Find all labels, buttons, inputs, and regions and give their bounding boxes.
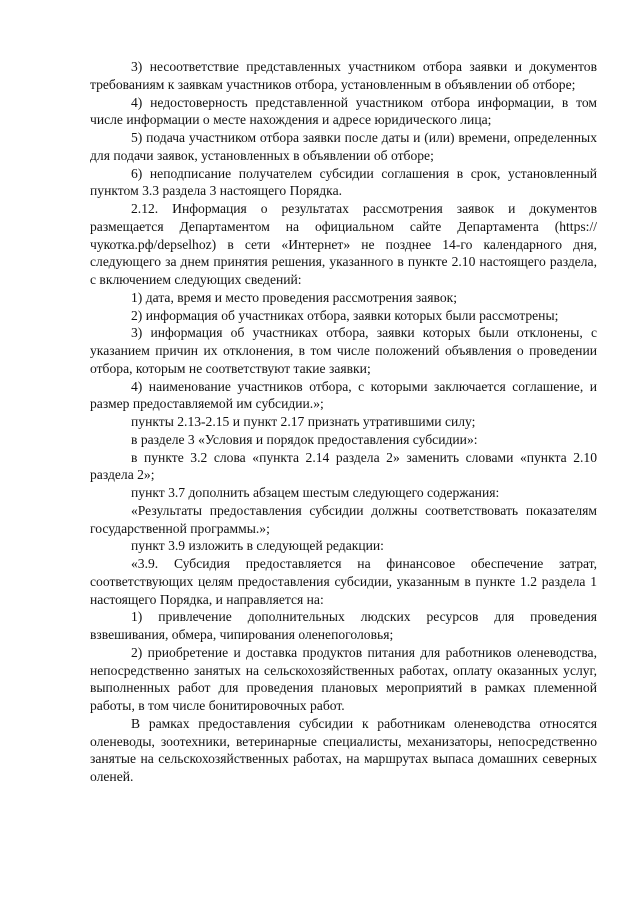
paragraph-item-3-nonconformity: 3) несоответствие представленных участником отбора заявки и документов требованиям к заявкам участников отбора, установленным в объявлении об отборе; (90, 59, 597, 92)
paragraph-section-3-intro: в разделе 3 «Условия и порядок предоставления субсидии»: (131, 431, 478, 447)
paragraph-clause-3-9-intro: пункт 3.9 изложить в следующей редакции: (131, 538, 384, 554)
paragraph-results-quote: «Результаты предоставления субсидии должны соответствовать показателям государственной программы.»; (90, 502, 597, 536)
paragraph-item-6-unsigned-agreement: 6) неподписание получателем субсидии соглашения в срок, установленный пунктом 3.3 раздела 3 настоящего Порядка. (90, 165, 597, 199)
paragraph-item-5-late-submission: 5) подача участником отбора заявки после даты и (или) времени, определенных для подачи заявок, установленных в объявлении об отборе; (90, 130, 597, 163)
paragraph-info-item-3: 3) информация об участниках отбора, заявки которых были отклонены, с указанием причин их отклонения, в том числе положений объявления о проведении отбора, которым не соответствуют такие заявки; (90, 325, 597, 376)
paragraph-info-item-4: 4) наименование участников отбора, с которыми заключается соглашение, и размер предоставляемой им субсидии.»; (90, 378, 597, 412)
paragraph-clause-3-9-text: «3.9. Субсидия предоставляется на финансовое обеспечение затрат, соответствующих целям предоставления субсидии, указанным в пункте 1.2 раздела 1 настоящего Порядка, и направляется на: (90, 556, 597, 607)
paragraph-clause-3-2: в пункте 3.2 слова «пункта 2.14 раздела 2» заменить словами «пункта 2.10 раздела 2»; (90, 449, 597, 483)
paragraph-info-item-1: 1) дата, время и место проведения рассмотрения заявок; (131, 289, 458, 305)
paragraph-info-item-2: 2) информация об участниках отбора, заявки которых были рассмотрены; (131, 307, 559, 323)
paragraph-clause-3-7: пункт 3.7 дополнить абзацем шестым следующего содержания: (131, 485, 500, 500)
paragraph-purpose-item-2: 2) приобретение и доставка продуктов питания для работников оленеводства, непосредственно занятых на сельскохозяйственных работах, оплату оказанных услуг, выполненных работ для проведения плановых мероприятий в рамках племенной работы, в том числе бонитировочных работ. (90, 644, 597, 713)
paragraph-item-4-unreliability: 4) недостоверность представленной участником отбора информации, в том числе информации о месте нахождения и адресе юридического лица; (90, 94, 597, 128)
document-page (90, 58, 597, 786)
paragraph-2-12-results-info: 2.12. Информация о результатах рассмотрения заявок и документов размещается Департаментом на официальном сайте Департамента (https://чукотка.рф/depselhoz) в сети «Интернет» не позднее 14-го календарного дня, следующего за днем принятия решения, указанного в пункте 2.10 настоящего раздела, с включением следующих сведений: (90, 201, 597, 287)
paragraph-items-void: пункты 2.13-2.15 и пункт 2.17 признать утратившими силу; (131, 414, 476, 429)
paragraph-reindeer-workers: В рамках предоставления субсидии к работникам оленеводства относятся оленеводы, зоотехники, ветеринарные специалисты, механизаторы, непосредственно занятые на сельскохозяйственных работах, на маршрутах выпаса домашних северных оленей. (90, 715, 597, 784)
paragraph-purpose-item-1: 1) привлечение дополнительных людских ресурсов для проведения взвешивания, обмера, чипирования оленепоголовья; (90, 609, 597, 642)
